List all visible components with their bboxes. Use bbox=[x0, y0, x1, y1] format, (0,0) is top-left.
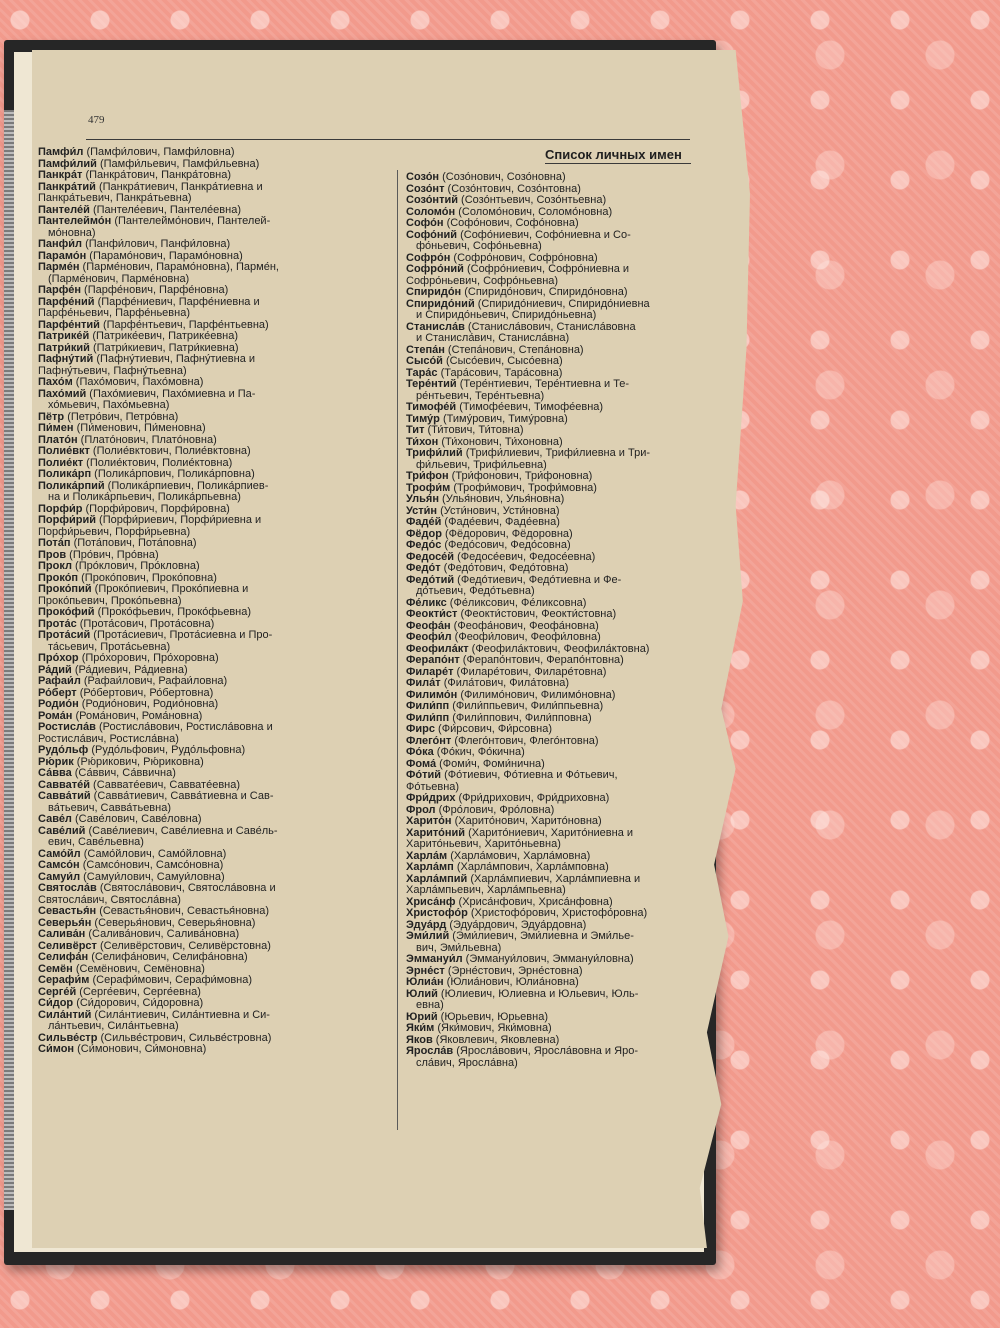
dictionary-entry: Созо́н (Созо́нович, Созо́новна) bbox=[406, 172, 566, 183]
dictionary-entry: Тит (Ти́тович, Ти́товна) bbox=[406, 425, 524, 436]
dictionary-entry: Савватéй (Савватéевич, Савватéевна) bbox=[38, 779, 241, 791]
dictionary-entry: Тиму́р (Тиму́рович, Тиму́ровна) bbox=[406, 413, 568, 425]
left-column bbox=[38, 147, 390, 1056]
dictionary-entry: Феофи́л (Феофи́лович, Феофи́ловна) bbox=[406, 632, 601, 643]
dictionary-entry: Фо́ка (Фо́кич, Фо́кична) bbox=[406, 747, 525, 758]
dictionary-entry: ре́нтьевич, Тере́нтьевна) bbox=[416, 390, 545, 402]
dictionary-entry: Памфи́л (Памфи́лович, Памфи́ловна) bbox=[38, 147, 235, 158]
running-head: Список личных имен bbox=[545, 147, 682, 162]
dictionary-entry: Саве́л (Саве́лович, Саве́ловна) bbox=[38, 814, 202, 825]
dictionary-entry: Софро́ний (Софро́ниевич, Софро́ниевна и bbox=[406, 264, 630, 275]
dictionary-entry: Проко́пьевич, Проко́пьевна) bbox=[38, 595, 182, 607]
dictionary-entry: Плато́н (Плато́нович, Плато́новна) bbox=[38, 434, 217, 446]
dictionary-entry: Салива́н (Салива́нович, Салива́новна) bbox=[38, 929, 240, 940]
dictionary-entry: Полие́вкт (Полие́вктович, Полие́вктовна) bbox=[38, 446, 251, 457]
dictionary-entry: Пафну́тий (Пафну́тиевич, Пафну́тиевна и bbox=[38, 354, 256, 365]
dictionary-entry: Патри́кий (Патри́киевич, Патри́киевна) bbox=[38, 342, 239, 354]
dictionary-entry: Федо́т (Федо́тович, Федо́товна) bbox=[406, 563, 569, 574]
dictionary-entry: Сила́нтий (Сила́нтиевич, Сила́нтиевна и Си- bbox=[38, 1009, 270, 1021]
dictionary-entry: Рудо́льф (Рудо́льфович, Рудо́льфовна) bbox=[38, 745, 246, 756]
page-number: 479 bbox=[88, 114, 105, 126]
dictionary-entry: Софо́н (Софо́нович, Софо́новна) bbox=[406, 218, 579, 229]
dictionary-entry: Порфи́р (Порфи́рович, Порфи́ровна) bbox=[38, 503, 230, 515]
dictionary-entry: Патрике́й (Патрике́евич, Патрике́евна) bbox=[38, 331, 239, 342]
dictionary-entry: Проко́п (Проко́пович, Проко́повна) bbox=[38, 572, 217, 584]
dictionary-entry: евна) bbox=[416, 1000, 444, 1011]
dictionary-entry: Фо́тьевна) bbox=[406, 781, 460, 793]
dictionary-entry: Федо́тий (Федо́тиевич, Федо́тиевна и Фе- bbox=[406, 574, 622, 586]
dictionary-entry: Эммануи́л (Эммануи́лович, Эммануи́ловна) bbox=[406, 954, 634, 965]
dictionary-entry: Самуи́л (Самуи́лович, Самуи́ловна) bbox=[38, 871, 225, 883]
dictionary-entry: Святосла́в (Святосла́вович, Святосла́вовна и bbox=[38, 883, 276, 894]
dictionary-entry: Парфе́ньевич, Парфе́ньевна) bbox=[38, 308, 190, 319]
dictionary-entry: Рю́рик (Рю́рикович, Рю́риковна) bbox=[38, 756, 204, 768]
dictionary-entry: Парфе́ний (Парфе́ниевич, Парфе́ниевна и bbox=[38, 296, 260, 308]
dictionary-entry: Пётр (Петро́вич, Петро́вна) bbox=[38, 411, 179, 423]
dictionary-entry: Пантеле́й (Пантеле́евич, Пантеле́евна) bbox=[38, 204, 241, 216]
dictionary-entry: Си́мон (Си́монович, Си́моновна) bbox=[38, 1044, 207, 1055]
dictionary-entry: Пи́мен (Пи́менович, Пи́меновна) bbox=[38, 423, 206, 434]
dictionary-entry: Феофила́кт (Феофила́ктович, Феофила́ктовна) bbox=[406, 643, 650, 655]
right-column bbox=[406, 172, 692, 1069]
dictionary-entry: Са́вва (Са́ввич, Са́ввична) bbox=[38, 768, 176, 779]
dictionary-entry: Пафну́тьевич, Пафну́тьевна) bbox=[38, 365, 187, 377]
dictionary-entry: Тере́нтий (Тере́нтиевич, Тере́нтиевна и Те- bbox=[406, 379, 630, 390]
dictionary-entry: Фили́пп (Фили́ппьевич, Фили́ппьевна) bbox=[406, 701, 604, 712]
dictionary-entry: Созо́нтий (Созо́нтьевич, Созо́нтьевна) bbox=[406, 195, 607, 206]
dictionary-entry: Про́хор (Про́хорович, Про́хоровна) bbox=[38, 653, 219, 664]
dictionary-entry: Харито́ний (Харито́ниевич, Харито́ниевна и bbox=[406, 827, 634, 839]
dictionary-entry: Панкра́тьевич, Панкра́тьевна) bbox=[38, 193, 192, 204]
dictionary-entry: Севастья́н (Севастья́нович, Севастья́новна) bbox=[38, 906, 270, 917]
dictionary-entry: Ферапо́нт (Ферапо́нтович, Ферапо́нтовна) bbox=[406, 655, 624, 666]
dictionary-entry: Фрол (Фро́лович, Фро́ловна) bbox=[406, 804, 555, 816]
dictionary-entry: Ю́лий (Ю́лиевич, Ю́лиевна и Ю́льевич, Ю́ль- bbox=[406, 988, 639, 1000]
header-rule bbox=[86, 139, 690, 140]
dictionary-entry: Прокл (Про́клович, Про́кловна) bbox=[38, 561, 200, 572]
dictionary-entry: Парме́н (Парме́нович, Парамо́новна), Парме́н, bbox=[38, 262, 279, 273]
dictionary-entry: Ро́берт (Ро́бертович, Ро́бертовна) bbox=[38, 687, 214, 699]
column-divider bbox=[397, 170, 398, 1130]
dictionary-entry: на и Полика́рпьевич, Полика́рпьевна) bbox=[48, 492, 241, 503]
dictionary-entry: Я́ков (Я́ковлевич, Я́ковлевна) bbox=[406, 1034, 560, 1046]
dictionary-entry: Эдуа́рд (Эдуа́рдович, Эдуа́рдовна) bbox=[406, 919, 587, 931]
dictionary-entry: Эрне́ст (Эрне́стович, Эрне́стовна) bbox=[406, 965, 583, 977]
dictionary-entry: Прота́сий (Прота́сиевич, Прота́сиевна и Про- bbox=[38, 630, 273, 641]
dictionary-entry: Софо́ний (Софо́ниевич, Софо́ниевна и Со- bbox=[406, 229, 631, 241]
dictionary-entry: Харла́м (Харла́мович, Харла́мовна) bbox=[406, 850, 591, 862]
dictionary-entry: Харла́мпьевич, Харла́мпьевна) bbox=[406, 885, 566, 896]
dictionary-entry: Ростисла́вич, Ростисла́вна) bbox=[38, 733, 179, 745]
dictionary-entry: Пахо́мий (Пахо́миевич, Пахо́миевна и Па- bbox=[38, 388, 256, 400]
dictionary-entry: Ра́дий (Ра́диевич, Ра́диевна) bbox=[38, 664, 188, 676]
dictionary-entry: Станисла́в (Станисла́вович, Станисла́вовна bbox=[406, 321, 636, 333]
dictionary-entry: Фила́т (Фила́тович, Фила́товна) bbox=[406, 678, 570, 689]
dictionary-entry: Парамо́н (Парамо́нович, Парамо́новна) bbox=[38, 250, 243, 262]
dictionary-entry: Харла́мп (Харла́мпович, Харла́мповна) bbox=[406, 862, 609, 873]
dictionary-entry: Трифи́лий (Трифи́лиевич, Трифи́лиевна и Три- bbox=[406, 448, 651, 459]
dictionary-entry: Спиридо́н (Спиридо́нович, Спиридо́новна) bbox=[406, 287, 628, 298]
dictionary-entry: Селивёрст (Селивёрстович, Селивёрстовна) bbox=[38, 940, 271, 952]
dictionary-entry: Хриса́нф (Хриса́нфович, Хриса́нфовна) bbox=[406, 896, 613, 908]
dictionary-entry: ва́тьевич, Савва́тьевна) bbox=[48, 802, 172, 814]
dictionary-entry: Панфи́л (Панфи́лович, Панфи́ловна) bbox=[38, 239, 231, 250]
dictionary-entry: евич, Саве́льевна) bbox=[48, 837, 144, 848]
dictionary-entry: Фри́дрих (Фри́дрихович, Фри́дриховна) bbox=[406, 793, 610, 804]
dictionary-entry: хо́мьевич, Пахо́мьевна) bbox=[48, 400, 170, 411]
dictionary-entry: Харла́мпий (Харла́мпиевич, Харла́мпиевна и bbox=[406, 873, 641, 885]
dictionary-entry: Северья́н (Северья́нович, Северья́новна) bbox=[38, 917, 256, 929]
dictionary-entry: Соломо́н (Соломо́нович, Соломо́новна) bbox=[406, 206, 613, 218]
dictionary-entry: Степа́н (Степа́нович, Степа́новна) bbox=[406, 344, 584, 356]
dictionary-entry: мо́новна) bbox=[48, 227, 96, 239]
dictionary-entry: Фили́пп (Фили́ппович, Фили́пповна) bbox=[406, 712, 592, 724]
dictionary-entry: Си́дор (Си́дорович, Си́доровна) bbox=[38, 998, 204, 1009]
dictionary-entry: Флего́нт (Флего́нтович, Флего́нтовна) bbox=[406, 735, 599, 747]
dictionary-entry: (Парме́нович, Парме́новна) bbox=[48, 273, 190, 285]
dictionary-entry: Усти́н (Усти́нович, Усти́новна) bbox=[406, 505, 560, 517]
dictionary-entry: Пахо́м (Пахо́мович, Пахо́мовна) bbox=[38, 377, 204, 388]
dictionary-entry: и Станисла́вич, Станисла́вна) bbox=[416, 333, 570, 344]
dictionary-entry: Ти́хон (Ти́хонович, Ти́хоновна) bbox=[406, 436, 563, 448]
dictionary-entry: Саве́лий (Саве́лиевич, Саве́лиевна и Саве́ль- bbox=[38, 825, 278, 837]
dictionary-entry: Сильве́стр (Сильве́стрович, Сильве́стровна) bbox=[38, 1032, 272, 1044]
dictionary-entry: та́сьевич, Прота́сьевна) bbox=[48, 641, 171, 653]
dictionary-entry: Серафи́м (Серафи́мович, Серафи́мовна) bbox=[38, 975, 253, 986]
dictionary-entry: Серге́й (Серге́евич, Серге́евна) bbox=[38, 986, 201, 998]
dictionary-entry: Тара́с (Тара́сович, Тара́совна) bbox=[406, 367, 563, 379]
dictionary-entry: фи́льевич, Трифи́льевна) bbox=[416, 459, 547, 471]
running-head-rule bbox=[545, 163, 691, 164]
dictionary-entry: Пров (Про́вич, Про́вна) bbox=[38, 549, 159, 561]
dictionary-entry: до́тьевич, Федо́тьевна) bbox=[416, 586, 535, 597]
dictionary-entry: Памфи́лий (Памфи́льевич, Памфи́льевна) bbox=[38, 158, 260, 170]
dictionary-entry: Три́фон (Три́фонович, Три́фоновна) bbox=[406, 471, 593, 482]
dictionary-entry: Яросла́в (Яросла́вович, Яросла́вовна и Яро- bbox=[406, 1046, 638, 1057]
dictionary-entry: Прота́с (Прота́сович, Прота́совна) bbox=[38, 618, 215, 630]
dictionary-entry: Проко́фий (Проко́фьевич, Проко́фьевна) bbox=[38, 607, 252, 618]
dictionary-entry: Селифа́н (Селифа́нович, Селифа́новна) bbox=[38, 952, 248, 963]
dictionary-entry: Савва́тий (Савва́тиевич, Савва́тиевна и Сав- bbox=[38, 791, 274, 802]
dictionary-entry: Трофи́м (Трофи́мович, Трофи́мовна) bbox=[406, 482, 597, 494]
dictionary-entry: Ю́рий (Ю́рьевич, Ю́рьевна) bbox=[406, 1011, 549, 1023]
dictionary-entry: Софро́ньевич, Софро́ньевна) bbox=[406, 275, 559, 287]
dictionary-entry: Христофо́р (Христофо́рович, Христофо́ровна) bbox=[406, 908, 648, 919]
dictionary-entry: сла́вич, Яросла́вна) bbox=[416, 1057, 518, 1069]
dictionary-entry: Фома́ (Фоми́ч, Фоми́нична) bbox=[406, 758, 545, 770]
dictionary-entry: Само́йл (Само́йлович, Само́йловна) bbox=[38, 848, 227, 860]
dictionary-entry: Харито́ньевич, Харито́ньевна) bbox=[406, 839, 561, 850]
dictionary-entry: Харито́н (Харито́нович, Харито́новна) bbox=[406, 816, 602, 827]
dictionary-entry: Родио́н (Родио́нович, Родио́новна) bbox=[38, 699, 219, 710]
dictionary-entry: Феофа́н (Феофа́нович, Феофа́новна) bbox=[406, 620, 599, 632]
dictionary-entry: Федо́с (Федо́сович, Федо́совна) bbox=[406, 540, 571, 551]
dictionary-entry: Полие́кт (Полие́ктович, Полие́ктовна) bbox=[38, 457, 233, 469]
dictionary-entry: Полика́рп (Полика́рпович, Полика́рповна) bbox=[38, 469, 255, 480]
dictionary-entry: Панкра́тий (Панкра́тиевич, Панкра́тиевна и bbox=[38, 181, 263, 193]
dictionary-entry: Пота́п (Пота́пович, Пота́повна) bbox=[38, 538, 197, 549]
dictionary-entry: Яки́м (Яки́мович, Яки́мовна) bbox=[406, 1023, 552, 1034]
dictionary-entry: и Спиридо́ньевич, Спиридо́ньевна) bbox=[416, 310, 597, 321]
dictionary-entry: Парфе́нтий (Парфе́нтьевич, Парфе́нтьевна) bbox=[38, 319, 269, 331]
dictionary-entry: Рафаи́л (Рафаи́лович, Рафаи́ловна) bbox=[38, 676, 228, 687]
dictionary-entry: фо́ньевич, Софо́ньевна) bbox=[416, 241, 542, 252]
dictionary-entry: Фирс (Фи́рсович, Фи́рсовна) bbox=[406, 724, 552, 735]
dictionary-entry: Фёдор (Фёдорович, Фёдоровна) bbox=[406, 528, 573, 540]
dictionary-entry: Сысо́й (Сысо́евич, Сысо́евна) bbox=[406, 356, 563, 367]
dictionary-entry: Улья́н (Улья́нович, Улья́новна) bbox=[406, 494, 565, 505]
dictionary-entry: Порфи́рьевич, Порфи́рьевна) bbox=[38, 526, 191, 538]
dictionary-entry: Феокти́ст (Феокти́стович, Феокти́стовна) bbox=[406, 609, 617, 620]
dictionary-entry: Федосе́й (Федосе́евич, Федосе́евна) bbox=[406, 551, 596, 563]
dictionary-entry: Пантелеймо́н (Пантелеймо́нович, Пантелей- bbox=[38, 216, 271, 227]
dictionary-entry: Семён (Семёнович, Семёновна) bbox=[38, 963, 205, 975]
dictionary-entry: Самсо́н (Самсо́нович, Самсо́новна) bbox=[38, 860, 224, 871]
dictionary-entry: Парфе́н (Парфе́нович, Парфе́новна) bbox=[38, 285, 229, 296]
dictionary-entry: Полика́рпий (Полика́рпиевич, Полика́рпиев- bbox=[38, 480, 269, 492]
dictionary-entry: Филаре́т (Филаре́тович, Филаре́товна) bbox=[406, 666, 607, 678]
dictionary-entry: Юлиа́н (Юлиа́нович, Юлиа́новна) bbox=[406, 977, 579, 988]
dictionary-entry: Тимофе́й (Тимофе́евич, Тимофе́евна) bbox=[406, 402, 604, 413]
dictionary-entry: Проко́пий (Проко́пиевич, Проко́пиевна и bbox=[38, 584, 249, 595]
dictionary-entry: ла́нтьевич, Сила́нтьевна) bbox=[48, 1021, 179, 1032]
dictionary-entry: Эми́лий (Эми́лиевич, Эми́лиевна и Эми́лье- bbox=[406, 931, 634, 942]
dictionary-entry: Фо́тий (Фо́тиевич, Фо́тиевна и Фо́тьевич, bbox=[406, 770, 618, 781]
dictionary-entry: Панкра́т (Панкра́тович, Панкра́товна) bbox=[38, 170, 232, 181]
dictionary-entry: Рома́н (Рома́нович, Рома́новна) bbox=[38, 710, 203, 722]
dictionary-entry: Созо́нт (Созо́нтович, Созо́нтовна) bbox=[406, 183, 581, 195]
dictionary-entry: Порфи́рий (Порфи́риевич, Порфи́риевна и bbox=[38, 515, 262, 526]
dictionary-entry: Филимо́н (Филимо́нович, Филимо́новна) bbox=[406, 689, 616, 701]
dictionary-entry: Ростисла́в (Ростисла́вович, Ростисла́вовна и bbox=[38, 722, 273, 733]
dictionary-entry: Святосла́вич, Святосла́вна) bbox=[38, 894, 181, 906]
dictionary-entry: Фе́ликс (Фе́ликсович, Фе́ликсовна) bbox=[406, 597, 587, 609]
dictionary-entry: Фаде́й (Фаде́евич, Фаде́евна) bbox=[406, 517, 560, 528]
dictionary-entry: вич, Эми́льевна) bbox=[416, 942, 502, 954]
dictionary-entry: Спиридо́ний (Спиридо́ниевич, Спиридо́ниевна bbox=[406, 298, 650, 310]
dictionary-entry: Софро́н (Софро́нович, Софро́новна) bbox=[406, 252, 598, 264]
